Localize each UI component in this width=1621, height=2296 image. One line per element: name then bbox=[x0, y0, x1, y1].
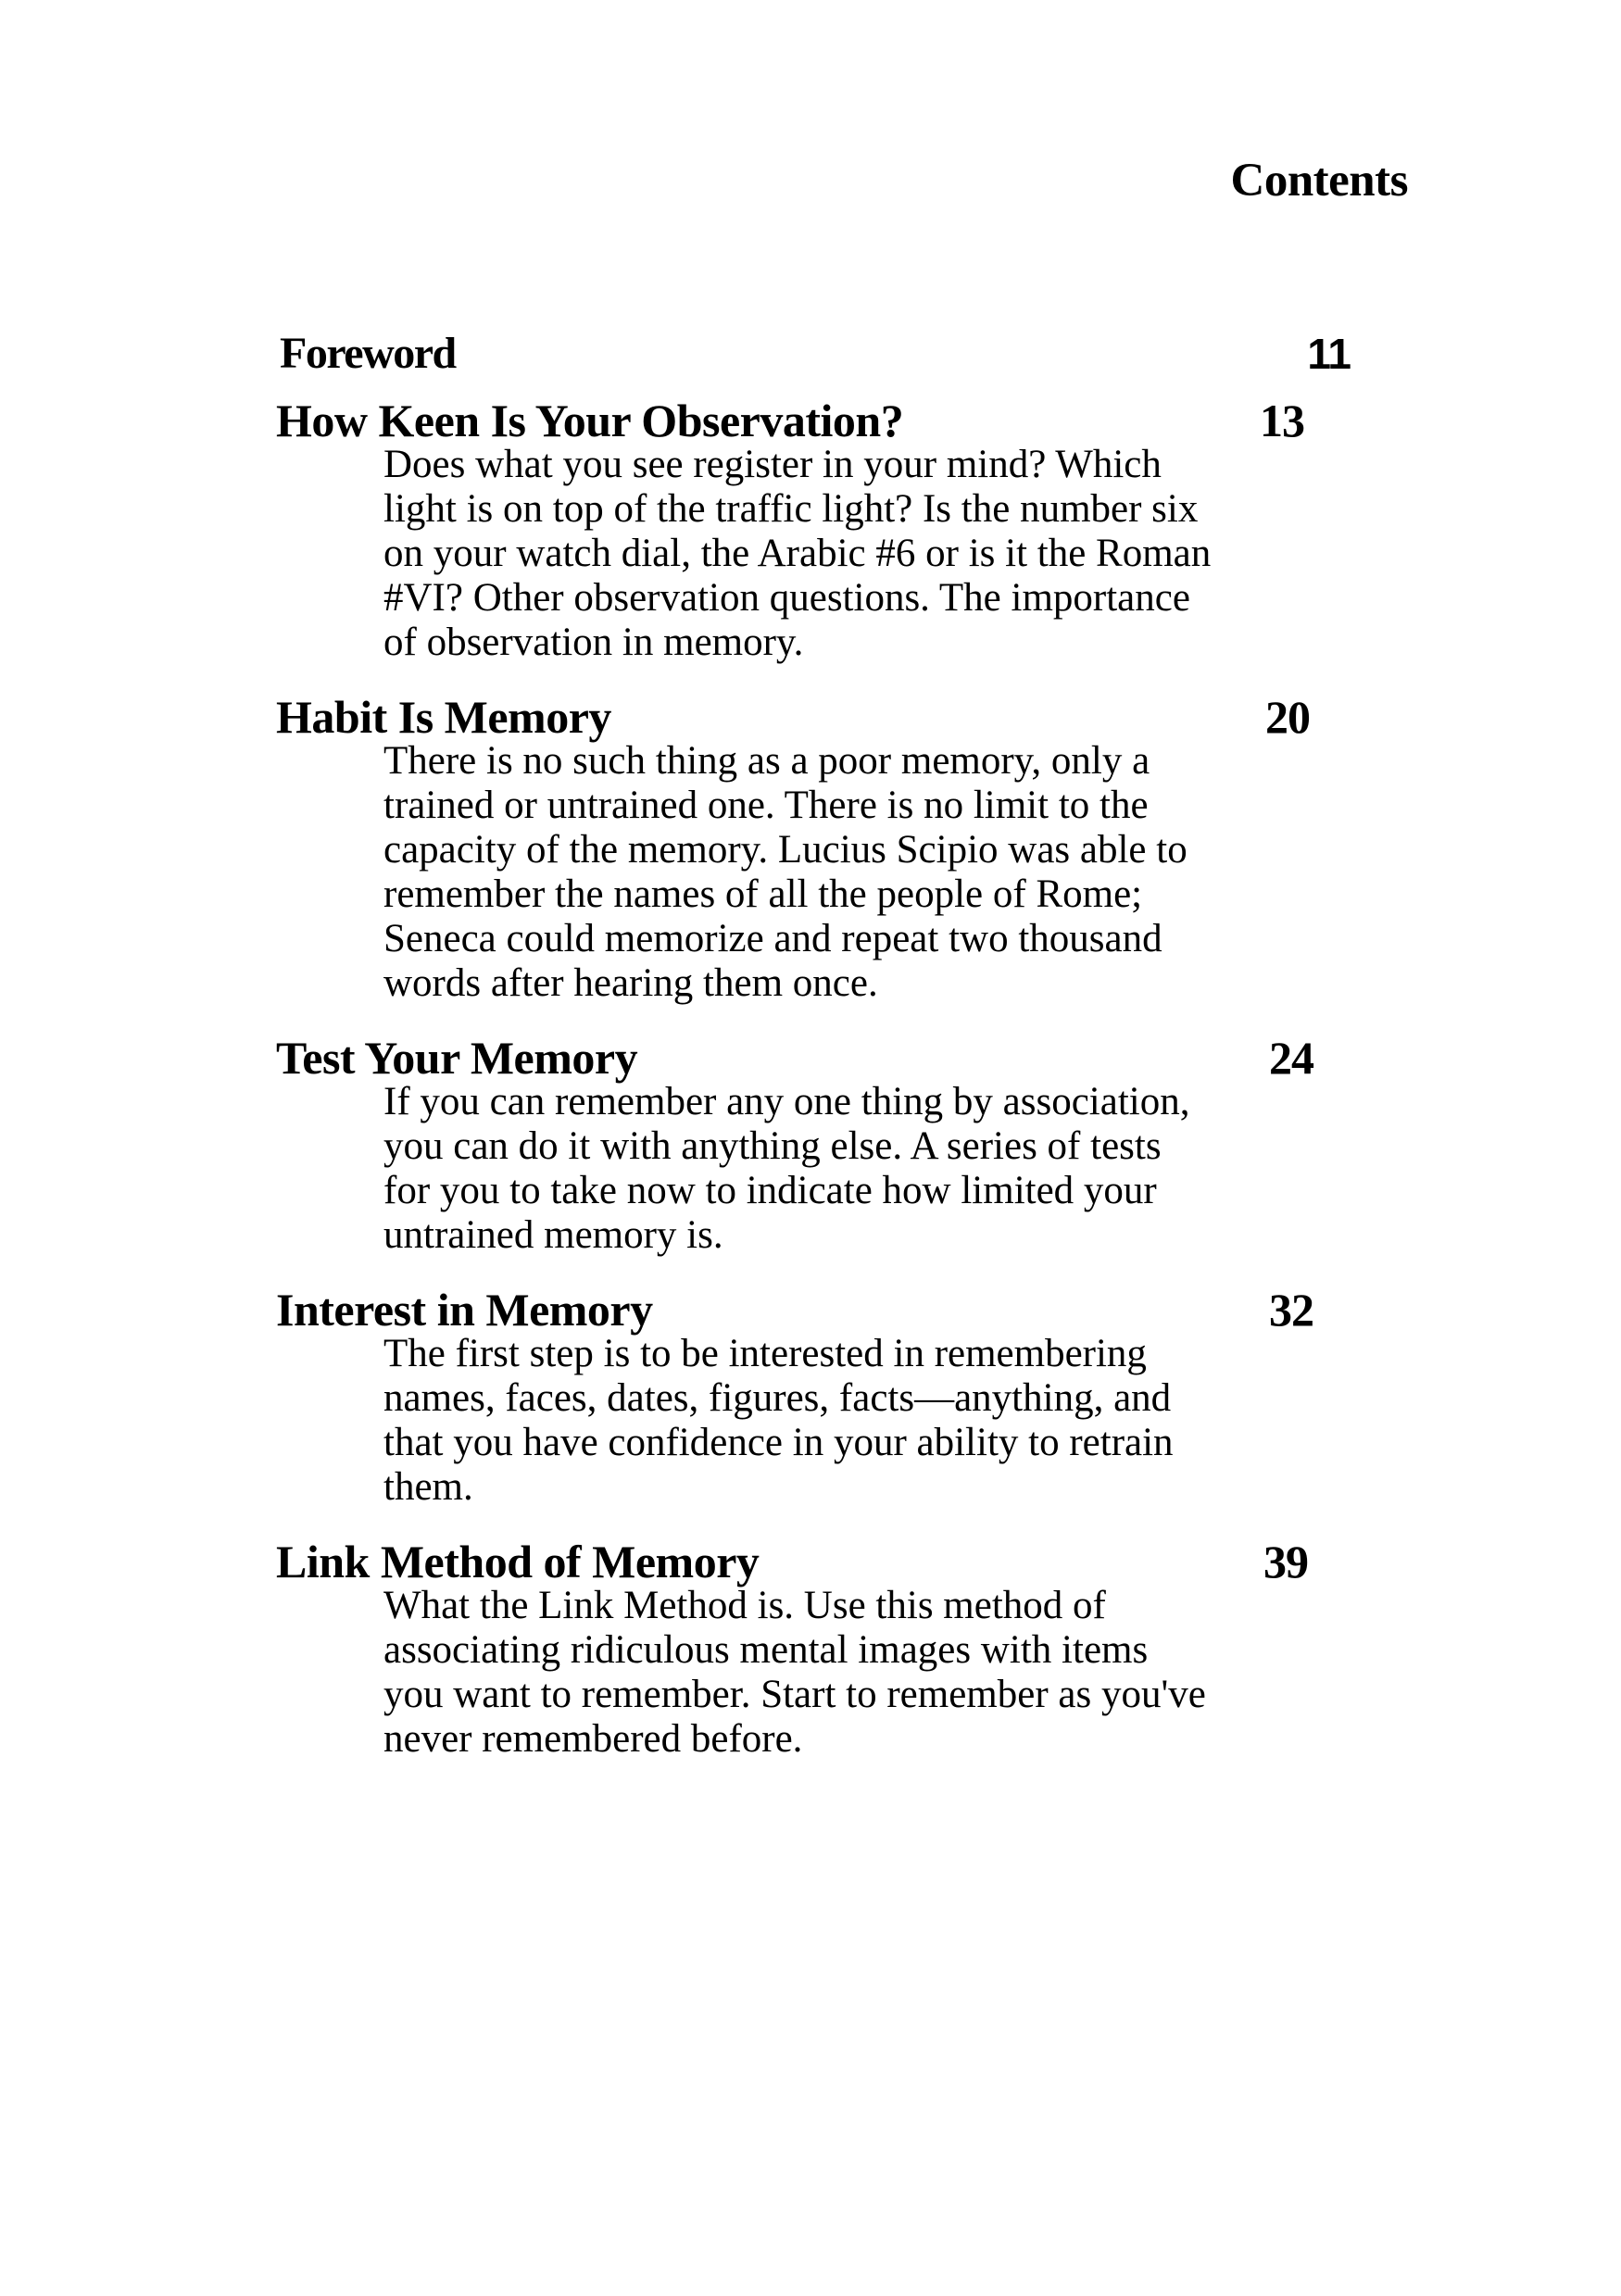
toc-entry-title: Test Your Memory bbox=[276, 1032, 638, 1084]
table-of-contents bbox=[276, 326, 1351, 1786]
toc-entry-page-number: 24 bbox=[1269, 1032, 1313, 1084]
toc-entry-habit[interactable] bbox=[276, 689, 1351, 1006]
toc-entry-page-number: 20 bbox=[1265, 691, 1310, 743]
toc-entry-description: The first step is to be interested in remembering names, faces, dates, figures, facts—anything, and that you have confidence in your ability to retrain them. bbox=[383, 1332, 1174, 1509]
toc-entry-page-number: 11 bbox=[1307, 330, 1351, 378]
toc-entry-description: What the Link Method is. Use this method of associating ridiculous mental images with items you want to remember. Start to remember as you've never remembered before. bbox=[383, 1584, 1206, 1761]
page-title: Contents bbox=[1230, 155, 1408, 207]
toc-entry-observation[interactable] bbox=[276, 393, 1351, 665]
toc-entry-title: How Keen Is Your Observation? bbox=[276, 395, 904, 446]
toc-entry-page-number: 32 bbox=[1269, 1284, 1313, 1336]
toc-entry-interest[interactable] bbox=[276, 1282, 1351, 1510]
toc-entry-title: Interest in Memory bbox=[276, 1284, 653, 1336]
toc-entry-page-number: 13 bbox=[1260, 395, 1304, 446]
toc-entry-description: Does what you see register in your mind? Which light is on top of the traffic light? Is the number six on your watch dial, the Arabic #6 or is it the Roman #VI? Other observation questions. The importance of observation in memory. bbox=[383, 443, 1212, 664]
toc-entry-title: Link Method of Memory bbox=[276, 1536, 760, 1587]
toc-entry-test[interactable] bbox=[276, 1030, 1351, 1258]
toc-entry-title: Foreword bbox=[280, 329, 456, 378]
toc-entry-description: There is no such thing as a poor memory, only a trained or untrained one. There is no limit to the capacity of the memory. Lucius Scipio was able to remember the names of all the people of Rome; Seneca could memorize and repeat two thousand words after hearing them once. bbox=[383, 739, 1187, 1005]
toc-entry-foreword[interactable] bbox=[276, 326, 1351, 382]
toc-entry-title: Habit Is Memory bbox=[276, 691, 611, 743]
toc-entry-link-method[interactable] bbox=[276, 1534, 1351, 1762]
toc-entry-page-number: 39 bbox=[1263, 1536, 1308, 1587]
toc-entry-description: If you can remember any one thing by association, you can do it with anything else. A series of tests for you to take now to indicate how limited your untrained memory is. bbox=[383, 1080, 1190, 1257]
